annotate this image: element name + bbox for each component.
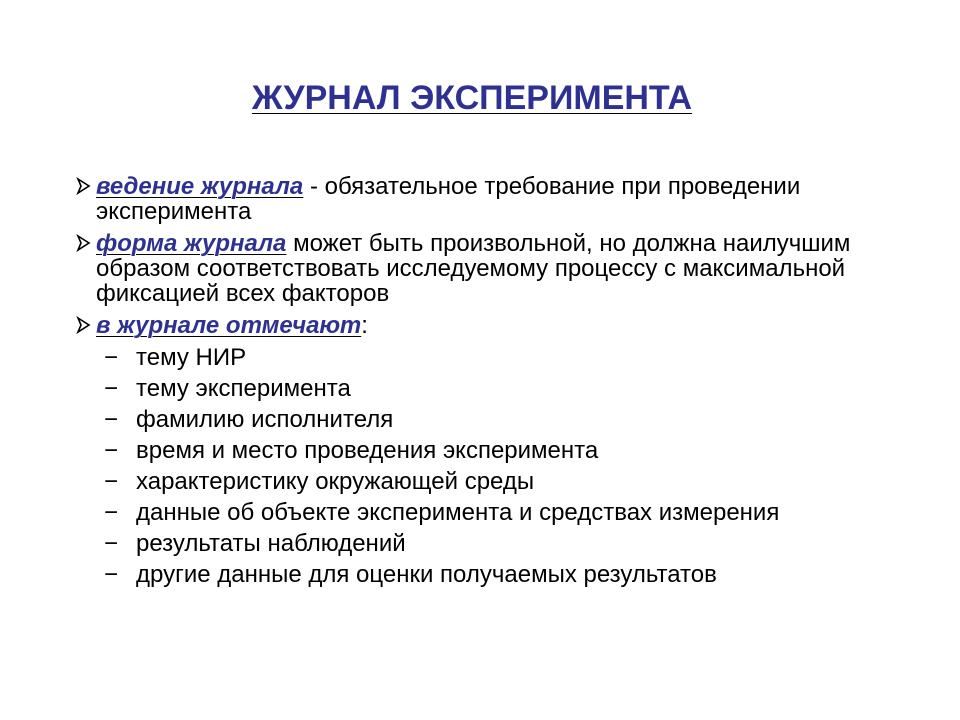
sub-item-text: результаты наблюдений (136, 530, 406, 557)
dash-icon: − (104, 344, 119, 371)
sub-item (104, 497, 904, 528)
slide-title-text: ЖУРНАЛ ЭКСПЕРИМЕНТА (251, 79, 693, 117)
bullet-text: - обязательное требование при проведении эксперимента (96, 173, 801, 225)
sub-item-text: характеристику окружающей среды (136, 468, 535, 495)
sub-item-text: тему эксперимента (136, 375, 351, 402)
bullet-emphasis: форма журнала (96, 230, 287, 257)
bullet-emphasis: в журнале отмечают (96, 312, 362, 339)
bullet-item (76, 231, 916, 306)
dash-icon: − (104, 375, 119, 402)
sub-item-text: данные об объекте эксперимента и средствах измерения (136, 499, 780, 526)
sub-item (104, 342, 904, 373)
arrow-right-icon (76, 315, 92, 335)
sub-item-text: другие данные для оценки получаемых результатов (136, 561, 717, 588)
bullet-text: : (361, 312, 368, 339)
arrow-right-icon (76, 233, 92, 253)
arrow-right-icon (76, 176, 92, 196)
dash-icon: − (104, 561, 119, 588)
dash-icon: − (104, 406, 119, 433)
dash-icon: − (104, 468, 119, 495)
slide-title (0, 78, 944, 118)
sub-item (104, 559, 904, 590)
bullet-item (76, 313, 916, 338)
sub-item-text: тему НИР (136, 344, 247, 371)
sub-item-text: фамилию исполнителя (136, 406, 394, 433)
sub-item (104, 373, 904, 404)
sub-item (104, 528, 904, 559)
dash-icon: − (104, 499, 119, 526)
sub-item (104, 404, 904, 435)
sub-item-text: время и место проведения эксперимента (136, 437, 599, 464)
bullet-list (76, 174, 916, 345)
sub-item (104, 435, 904, 466)
sub-item (104, 466, 904, 497)
bullet-text: может быть произвольной, но должна наилучшим образом соответствовать исследуемому процессу с максимальной фиксацией всех факторов (96, 230, 851, 307)
bullet-item (76, 174, 916, 224)
sub-item-list (104, 342, 904, 590)
dash-icon: − (104, 530, 119, 557)
dash-icon: − (104, 437, 119, 464)
bullet-emphasis: ведение журнала (96, 173, 304, 200)
